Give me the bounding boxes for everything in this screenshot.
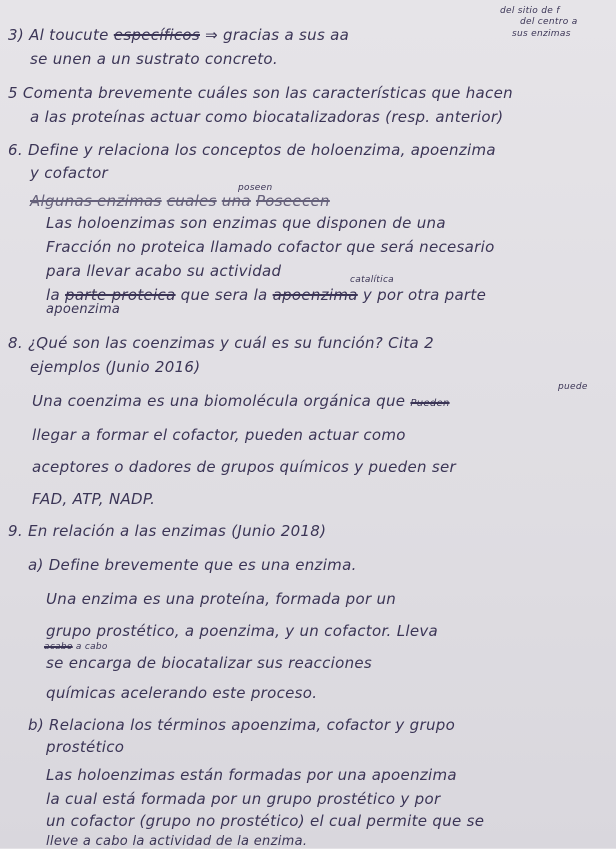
question-9a-answer-line-4: químicas acelerando este proceso. (46, 684, 318, 702)
struck-text-1: Algunas enzimas (30, 192, 162, 210)
struck-word: acabo (44, 642, 73, 652)
question-8-line-1: 8. ¿Qué son las coenzimas y cuál es su función? Cita 2 (8, 334, 434, 352)
answer-text: Una coenzima es una biomolécula orgánica que (32, 392, 406, 410)
question-6-answer-line-2: Fracción no proteica llamado cofactor que será necesario (46, 238, 495, 256)
margin-note-line-1: del sitio de f (500, 6, 560, 16)
answer-word-la: la (46, 286, 60, 304)
question-9a-struck (44, 642, 108, 652)
question-9b-answer-line-4: lleve a cabo la actividad de la enzima. (46, 834, 308, 849)
question-9b-prompt-line-2: prostético (46, 738, 125, 756)
answer-text: que sera la (180, 286, 268, 304)
answer-text-end: y por otra parte (362, 286, 487, 304)
question-6-line-2: y cofactor (30, 164, 109, 182)
question-9b-answer-line-1: Las holoenzimas están formadas por una apoenzima (46, 766, 457, 784)
question-5-line-1: 5 Comenta brevemente cuáles son las características que hacen (8, 84, 513, 102)
question-9a-answer-line-3: se encarga de biocatalizar sus reacciones (46, 654, 373, 672)
question-9a-answer-line-2: grupo prostético, a poenzima, y un cofactor. Lleva (46, 622, 439, 640)
margin-note-line-2: del centro a (520, 17, 578, 27)
question-8-answer-line-3: aceptores o dadores de grupos químicos y pueden ser (32, 458, 456, 476)
question-3-text-a: Al toucute (29, 26, 109, 44)
question-6-insert-catalitica: catalítica (350, 275, 395, 285)
question-6-line-1: 6. Define y relaciona los conceptos de holoenzima, apoenzima (8, 141, 496, 159)
answer-struck: Pueden (410, 398, 450, 409)
struck-text-4: Poseecen (255, 192, 330, 210)
question-9b-answer-line-3: un cofactor (grupo no prostético) el cual permite que se (46, 812, 485, 830)
question-8-answer-line-2: llegar a formar el cofactor, pueden actuar como (32, 426, 406, 444)
question-9b-prompt-line-1: b) Relaciona los términos apoenzima, cofactor y grupo (28, 716, 456, 734)
question-6-answer-line-3: para llevar acabo su actividad (46, 262, 282, 280)
question-8-insert-puede: puede (558, 382, 588, 392)
question-6-struck-line (30, 192, 330, 210)
question-6-answer-line-1: Las holoenzimas son enzimas que disponen de una (46, 214, 446, 232)
question-3-number: 3) (8, 26, 24, 44)
question-3-text-b: ⇒ gracias a sus aa (205, 26, 350, 44)
question-9a-answer-line-1: Una enzima es una proteína, formada por un (46, 590, 397, 608)
question-5-line-2: a las proteínas actuar como biocatalizadoras (resp. anterior) (30, 108, 504, 126)
margin-note-line-3: sus enzimas (512, 29, 571, 39)
question-8-answer-line-1 (32, 392, 450, 410)
question-8-answer-line-4: FAD, ATP, NADP. (32, 490, 156, 508)
answer-struck-2: apoenzima (272, 286, 358, 304)
question-6-answer-line-5: apoenzima (46, 302, 121, 317)
question-9-line-1: 9. En relación a las enzimas (Junio 2018) (8, 522, 327, 540)
answer-struck-1: parte proteica (65, 286, 176, 304)
question-8-line-2: ejemplos (Junio 2016) (30, 358, 201, 376)
struck-text-2: cuales (166, 192, 217, 210)
question-3-struck-word: específicos (113, 26, 200, 44)
question-9a-prompt: a) Define brevemente que es una enzima. (28, 556, 357, 574)
question-3-line-1 (8, 26, 349, 44)
insert-word: a cabo (75, 642, 108, 652)
question-9b-answer-line-2: la cual está formada por un grupo prostético y por (46, 790, 441, 808)
struck-text-3: una (221, 192, 251, 210)
question-6-insert-poseen: poseen (238, 183, 273, 193)
question-3-line-2: se unen a un sustrato concreto. (30, 50, 278, 68)
